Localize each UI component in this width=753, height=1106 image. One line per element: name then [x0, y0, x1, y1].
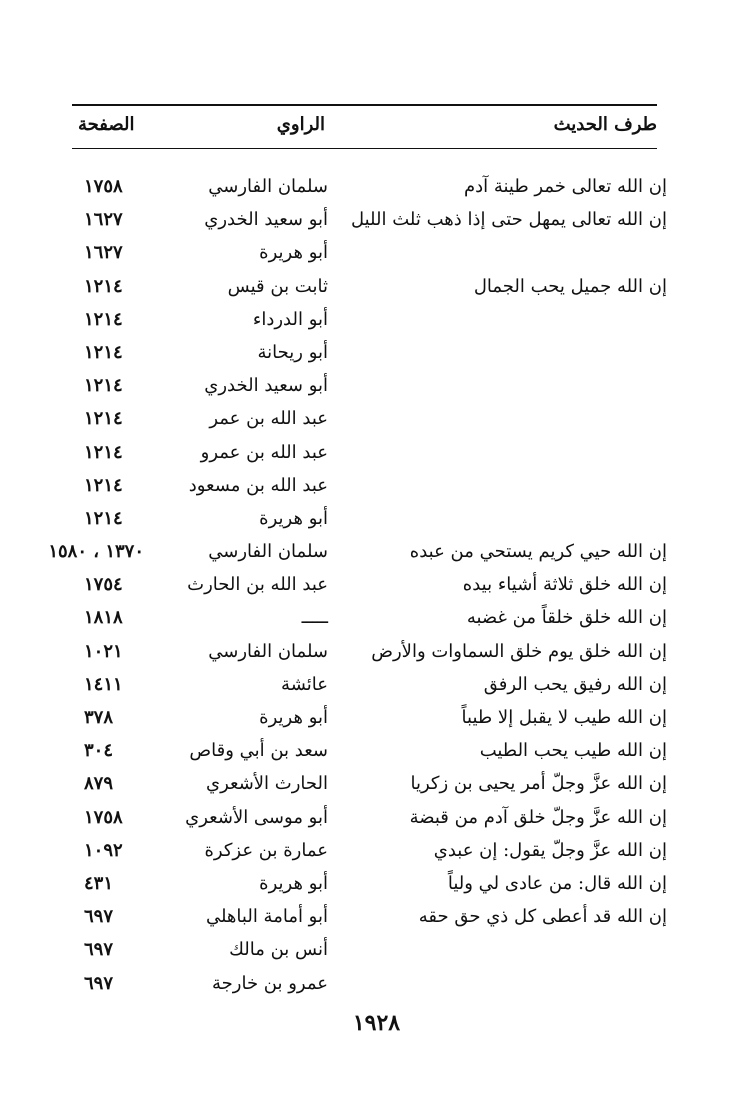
hadith-text: إن الله طيب لا يقبل إلا طيباً: [461, 707, 667, 728]
page-reference: ٦٩٧: [84, 972, 114, 994]
table-row: [0, 801, 753, 834]
narrator-name: أبو سعيد الخدري: [204, 209, 328, 231]
narrator-name: أبو أمامة الباهلي: [205, 906, 328, 928]
table-row: [0, 734, 753, 767]
page-reference: ١٦٢٧: [84, 209, 123, 231]
narrator-name: الحارث الأشعري: [205, 773, 328, 795]
page-reference: ١٧٥٨: [84, 176, 123, 197]
table-row: [0, 568, 753, 601]
table-row: [0, 535, 753, 568]
hadith-text: إن الله طيب يحب الطيب: [479, 740, 667, 762]
table-row: [0, 933, 753, 966]
table-row: [0, 469, 753, 502]
page-reference: ٤٣١: [84, 872, 114, 894]
table-row: [0, 170, 753, 203]
hadith-text: إن الله رفيق يحب الرفق: [483, 673, 667, 695]
narrator-name: أبو موسى الأشعري: [185, 806, 328, 828]
page-reference: ١٠٩٢: [84, 839, 123, 861]
page-reference: ١٨١٨: [84, 607, 123, 629]
table-row: [0, 767, 753, 800]
table-row: [0, 502, 753, 535]
table-row: [0, 336, 753, 369]
page-reference: ١٤١١: [84, 673, 123, 695]
page-reference: ١٢١٤: [84, 507, 123, 529]
narrator-name: عبد الله بن مسعود: [188, 474, 328, 496]
narrator-name: سلمان الفارسي: [208, 640, 328, 662]
narrator-name: أبو هريرة: [259, 707, 328, 728]
header-rule: [72, 148, 657, 149]
narrator-name: ثابت بن قيس: [227, 275, 328, 297]
table-row: [0, 867, 753, 900]
page-reference: ١٢١٤: [84, 275, 123, 297]
hadith-text: إن الله تعالى خمر طينة آدم: [463, 176, 667, 197]
hadith-text: إن الله عزَّ وجلّ خلق آدم من قبضة: [409, 806, 667, 828]
page-reference: ١٢١٤: [84, 441, 123, 463]
hadith-text: إن الله خلق ثلاثة أشياء بيده: [462, 574, 667, 596]
index-table: [0, 170, 753, 1000]
page-number: ١٩٢٨: [352, 1010, 401, 1036]
page-reference: ٦٩٧: [84, 906, 114, 928]
hadith-text: إن الله حيي كريم يستحي من عبده: [409, 541, 667, 563]
narrator-name: عمرو بن خارجة: [211, 972, 328, 994]
table-row: [0, 635, 753, 668]
hadith-text: إن الله عزَّ وجلّ أمر يحيى بن زكريا: [410, 773, 667, 795]
table-row: [0, 967, 753, 1000]
page-reference: ١٢١٤: [84, 474, 123, 496]
page-reference: ٨٧٩: [84, 773, 114, 795]
table-row: [0, 270, 753, 303]
page-reference: ١٢١٤: [84, 341, 123, 363]
table-row: [0, 834, 753, 867]
narrator-name: أبو الدرداء: [252, 308, 328, 330]
page-reference: ١٠٢١: [84, 640, 123, 662]
hadith-text: إن الله تعالى يمهل حتى إذا ذهب ثلث الليل: [350, 209, 667, 231]
narrator-name: أنس بن مالك: [229, 939, 328, 961]
column-header-page: الصفحة: [78, 114, 135, 135]
narrator-name: عمارة بن عزكرة: [204, 839, 328, 861]
narrator-name: أبو ريحانة: [257, 341, 328, 363]
hadith-text: إن الله جميل يحب الجمال: [473, 275, 667, 297]
hadith-text: إن الله خلق يوم خلق السماوات والأرض: [371, 640, 667, 662]
hadith-text: إن الله خلق خلقاً من غضبه: [466, 607, 667, 629]
table-row: [0, 369, 753, 402]
table-row: [0, 402, 753, 435]
narrator-name: سعد بن أبي وقاص: [189, 740, 328, 762]
table-row: [0, 701, 753, 734]
page-reference: ١٦٢٧: [84, 242, 123, 264]
table-row: [0, 900, 753, 933]
table-row: [0, 203, 753, 236]
hadith-text: إن الله قد أعطى كل ذي حق حقه: [418, 906, 667, 928]
page-reference: ٦٩٧: [84, 939, 114, 961]
table-row: [0, 668, 753, 701]
narrator-name: سلمان الفارسي: [208, 541, 328, 563]
narrator-name: ـــــ: [301, 607, 328, 629]
narrator-name: أبو هريرة: [259, 507, 328, 529]
hadith-text: إن الله عزَّ وجلّ يقول: إن عبدي: [433, 839, 667, 861]
narrator-name: أبو هريرة: [259, 242, 328, 264]
table-row: [0, 436, 753, 469]
page-reference: ٣٠٤: [84, 740, 114, 762]
page-reference: ١٧٥٤: [84, 574, 123, 596]
narrator-name: سلمان الفارسي: [208, 176, 328, 197]
page-reference: ١٧٥٨: [84, 806, 123, 828]
table-row: [0, 303, 753, 336]
page-reference: ١٢١٤: [84, 408, 123, 430]
narrator-name: عائشة: [281, 673, 328, 695]
top-rule: [72, 104, 657, 106]
page-reference: ٣٧٨: [84, 707, 114, 728]
page-reference: ١٣٧٠ ، ١٥٨٠: [48, 541, 144, 563]
narrator-name: عبد الله بن عمر: [209, 408, 328, 430]
table-row: [0, 601, 753, 634]
hadith-text: إن الله قال: من عادى لي ولياً: [447, 872, 667, 894]
page-reference: ١٢١٤: [84, 375, 123, 397]
column-header-hadith: طرف الحديث: [553, 114, 657, 135]
narrator-name: عبد الله بن الحارث: [187, 574, 328, 596]
narrator-name: أبو هريرة: [259, 872, 328, 894]
column-header-narrator: الراوي: [276, 114, 325, 135]
table-row: [0, 236, 753, 269]
narrator-name: عبد الله بن عمرو: [200, 441, 328, 463]
page-reference: ١٢١٤: [84, 308, 123, 330]
narrator-name: أبو سعيد الخدري: [204, 375, 328, 397]
